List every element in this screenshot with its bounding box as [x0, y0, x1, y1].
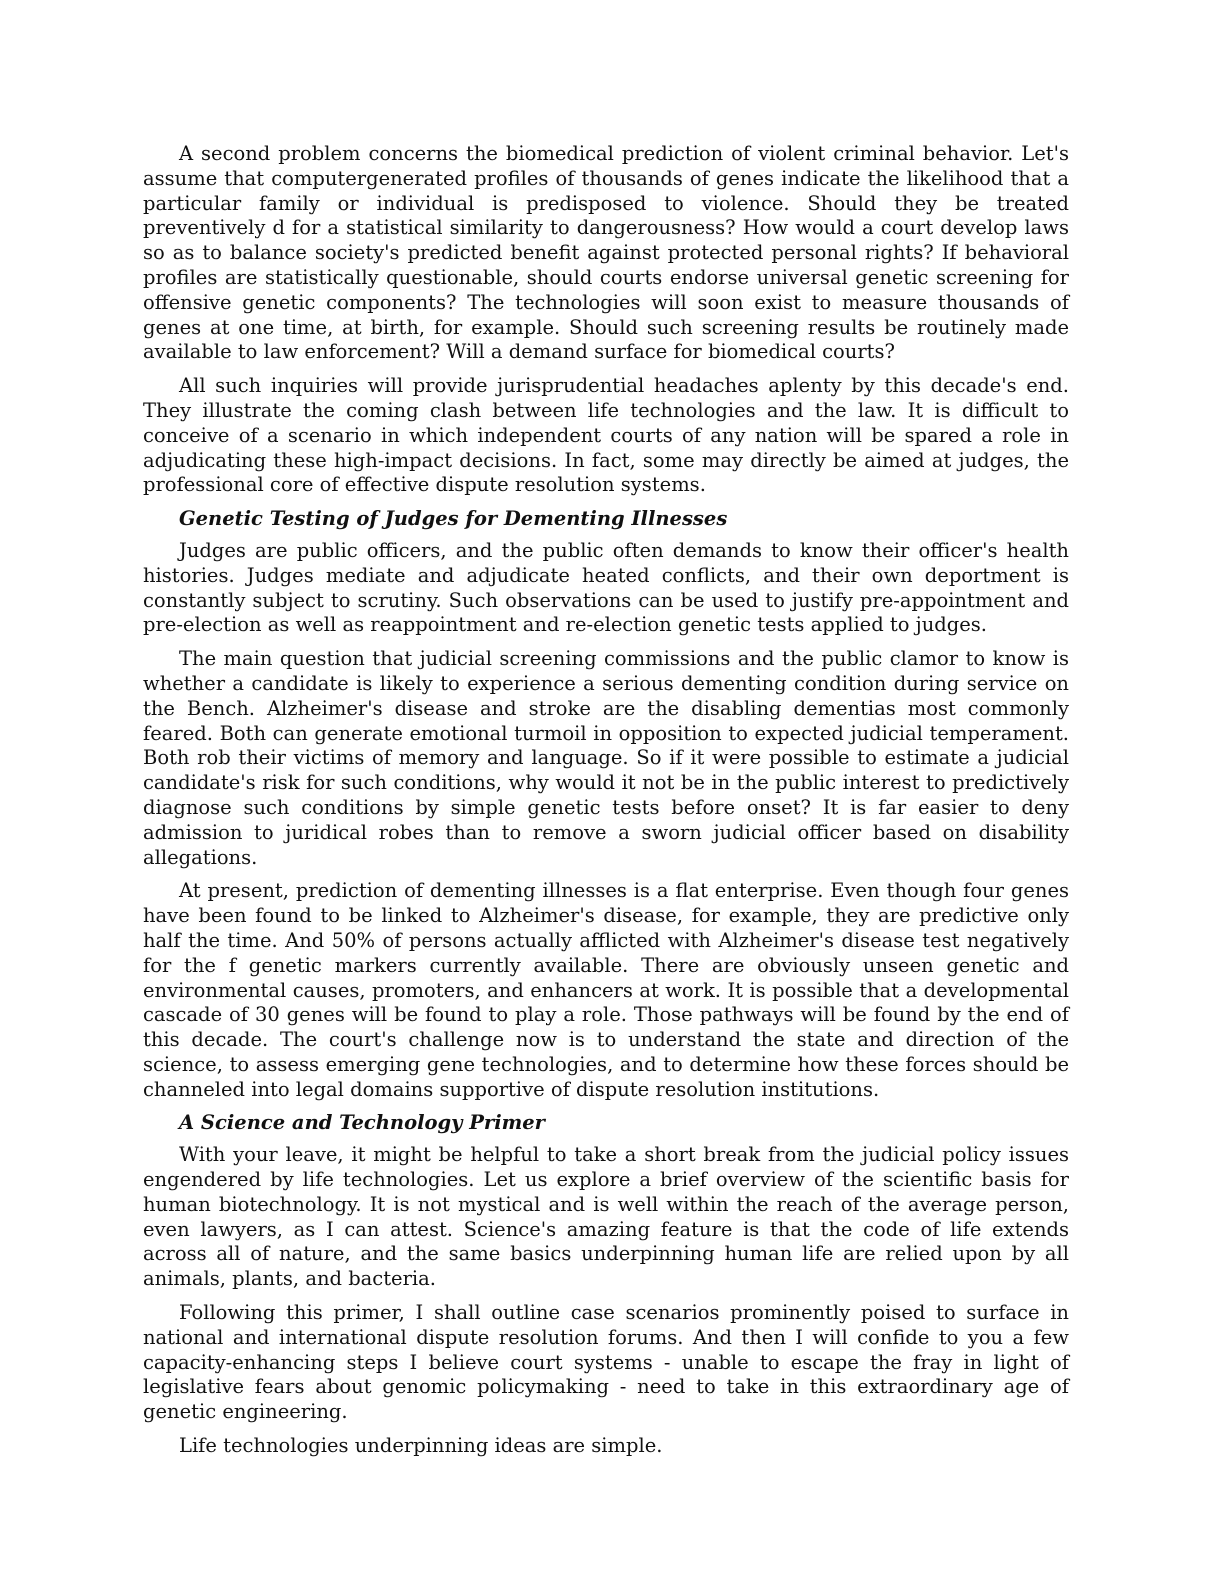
- paragraph: Judges are public officers, and the public often demands to know their officer's health histories. Judges mediate and adjudicate heated conflicts, and their own deportment is constantly subject to scrutiny. Such observations can be used to justify pre-appointment and pre-election as well as reappointment and re-election genetic tests applied to judges.: [143, 538, 1069, 637]
- paragraph: Life technologies underpinning ideas are simple.: [179, 1434, 663, 1458]
- document-page: [143, 142, 1069, 1468]
- section-heading: A Science and Technology Primer: [179, 1111, 545, 1135]
- section-heading: Genetic Testing of Judges for Dementing Illnesses: [179, 507, 728, 531]
- paragraph: With your leave, it might be helpful to take a short break from the judicial policy issues engendered by life technologies. Let us explore a brief overview of the scientific basis for human biotechnology. It is not mystical and is well within the reach of the average person, even lawyers, as I can attest. Science's amazing feature is that the code of life extends across all of nature, and the same basics underpinning human life are relied upon by all animals, plants, and bacteria.: [143, 1143, 1069, 1291]
- paragraph: The main question that judicial screening commissions and the public clamor to know is whether a candidate is likely to experience a serious dementing condition during service on the Bench. Alzheimer's disease and stroke are the disabling dementias most commonly feared. Both can generate emotional turmoil in opposition to expected judicial temperament. Both rob their victims of memory and language. So if it were possible to estimate a judicial candidate's risk for such conditions, why would it not be in the public interest to predictively diagnose such conditions by simple genetic tests before onset? It is far easier to deny admission to juridical robes than to remove a sworn judicial officer based on disability allegations.: [143, 647, 1069, 869]
- paragraph: All such inquiries will provide jurisprudential headaches aplenty by this decade's end. They illustrate the coming clash between life technologies and the law. It is difficult to conceive of a scenario in which independent courts of any nation will be spared a role in adjudicating these high-impact decisions. In fact, some may directly be aimed at judges, the professional core of effective dispute resolution systems.: [143, 374, 1069, 497]
- paragraph: Following this primer, I shall outline case scenarios prominently poised to surface in national and international dispute resolution forums. And then I will confide to you a few capacity-enhancing steps I believe court systems - unable to escape the fray in light of legislative fears about genomic policymaking - need to take in this extraordinary age of genetic engineering.: [143, 1301, 1069, 1424]
- paragraph: A second problem concerns the biomedical prediction of violent criminal behavior. Let's assume that computergenerated profiles of thousands of genes indicate the likelihood that a particular family or individual is predisposed to violence. Should they be treated preventively d for a statistical similarity to dangerousness? How would a court develop laws so as to balance society's predicted benefit against protected personal rights? If behavioral profiles are statistically questionable, should courts endorse universal genetic screening for offensive genetic components? The technologies will soon exist to measure thousands of genes at one time, at birth, for example. Should such screening results be routinely made available to law enforcement? Will a demand surface for biomedical courts?: [143, 142, 1069, 364]
- paragraph: At present, prediction of dementing illnesses is a flat enterprise. Even though four genes have been found to be linked to Alzheimer's disease, for example, they are predictive only half the time. And 50% of persons actually afflicted with Alzheimer's disease test negatively for the f genetic markers currently available. There are obviously unseen genetic and environmental causes, promoters, and enhancers at work. It is possible that a developmental cascade of 30 genes will be found to play a role. Those pathways will be found by the end of this decade. The court's challenge now is to understand the state and direction of the science, to assess emerging gene technologies, and to determine how these forces should be channeled into legal domains supportive of dispute resolution institutions.: [143, 879, 1069, 1101]
